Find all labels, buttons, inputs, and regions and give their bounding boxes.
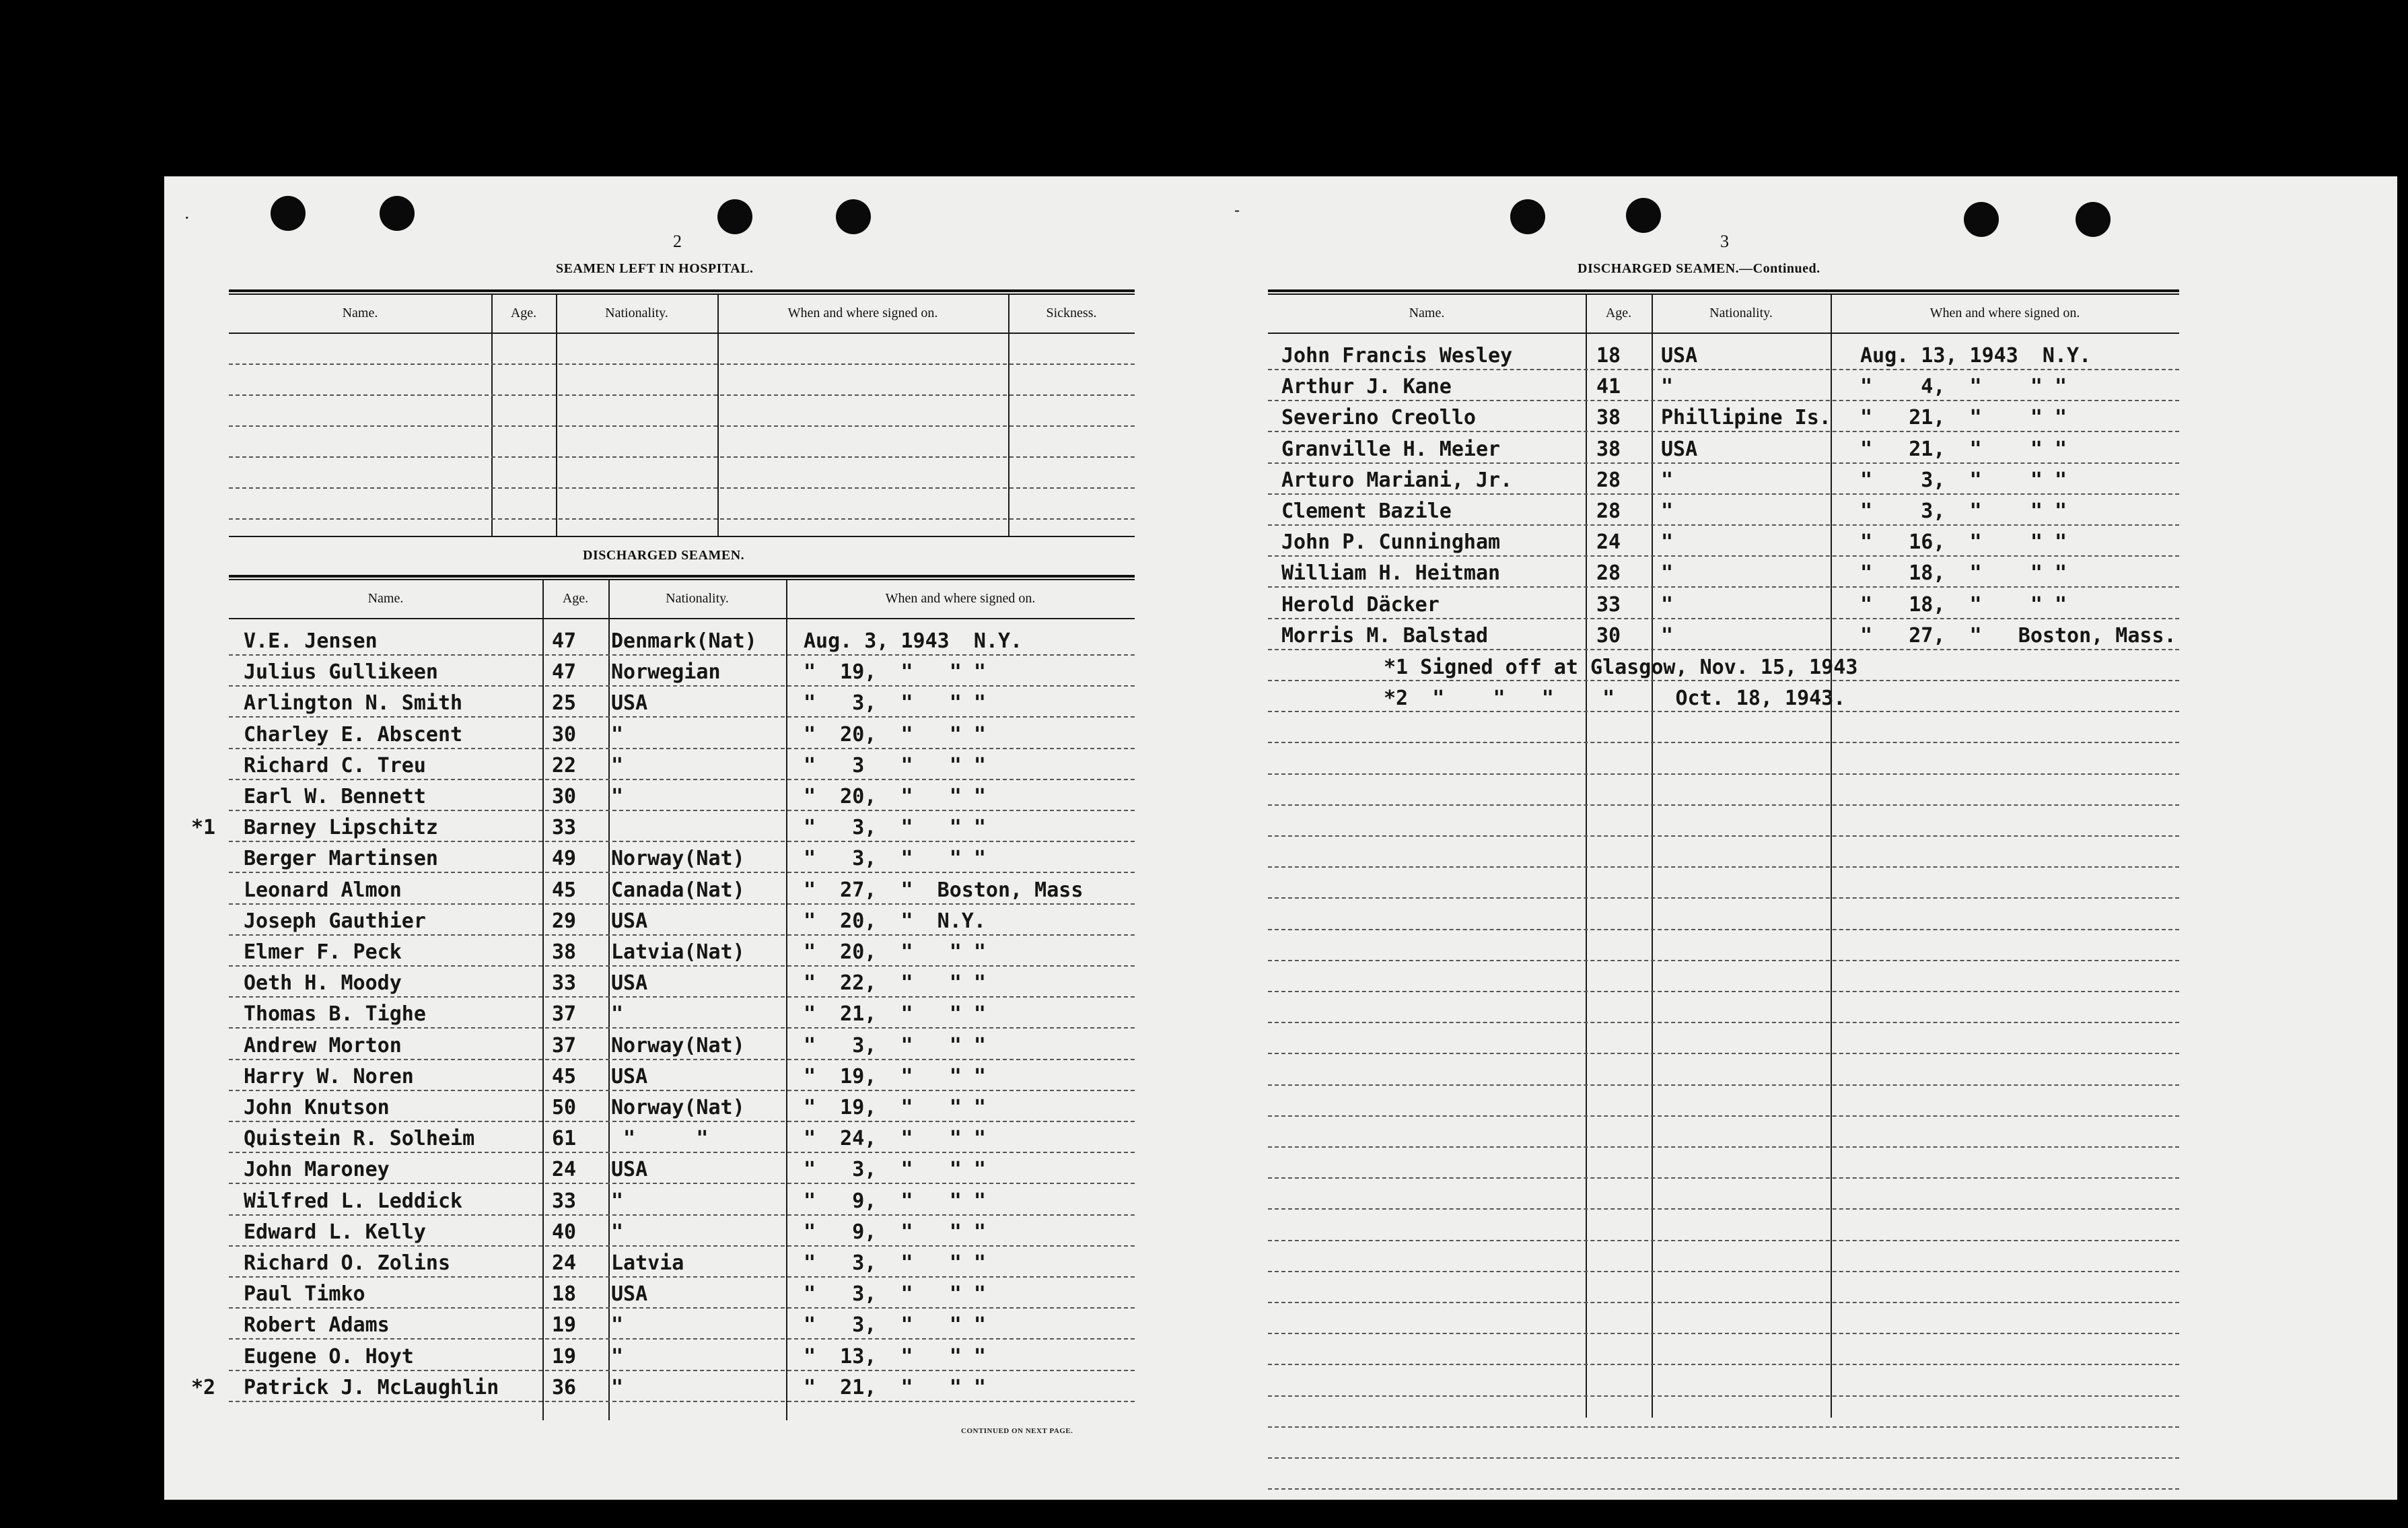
signed-on: " 19, " " ": [804, 1096, 986, 1119]
row-rule: [229, 965, 1135, 967]
signed-on: " 3 " " ": [804, 753, 986, 777]
row-rule: [1268, 680, 2179, 681]
column-header: Name.: [342, 306, 378, 320]
row-rule: [1268, 991, 2179, 992]
seaman-name: Leonard Almon: [244, 878, 402, 902]
seaman-name: Eugene O. Hoyt: [244, 1344, 414, 1368]
table-rule: [229, 289, 1135, 292]
row-rule: [1268, 1053, 2179, 1054]
seaman-age: 18: [1596, 344, 1621, 368]
row-rule: [1268, 1271, 2179, 1272]
seaman-nationality: USA: [611, 971, 648, 996]
seaman-age: 28: [1596, 468, 1621, 492]
row-rule: [1268, 1364, 2179, 1365]
signed-on: " 19, " " ": [804, 660, 986, 685]
row-rule: [1268, 773, 2179, 775]
column-header: Sickness.: [1046, 306, 1097, 320]
column-header: Name.: [367, 591, 404, 606]
seaman-name: Herold Däcker: [1281, 592, 1440, 617]
seaman-age: 30: [1596, 623, 1621, 648]
row-rule: [229, 685, 1135, 687]
signed-on: " 3, " " ": [804, 691, 986, 716]
seaman-age: 28: [1596, 561, 1621, 586]
punch-hole: [717, 199, 752, 234]
row-rule: [229, 1152, 1135, 1153]
row-rule: [229, 1307, 1135, 1309]
seaman-name: Severino Creollo: [1281, 406, 1476, 430]
discharged-continued-title: DISCHARGED SEAMEN.—Continued.: [1578, 261, 1820, 276]
seaman-name: Charley E. Abscent: [244, 722, 463, 746]
signed-on: " 22, " " ": [804, 971, 986, 996]
seaman-age: 24: [552, 1251, 577, 1275]
seaman-name: Clement Bazile: [1281, 499, 1452, 523]
row-rule: [1268, 524, 2179, 526]
seaman-nationality: ": [611, 722, 624, 746]
signed-on: " 20, " " ": [804, 785, 986, 808]
seaman-name: Patrick J. McLaughlin: [244, 1375, 499, 1399]
seaman-age: 24: [1596, 530, 1621, 555]
row-rule: [1268, 711, 2179, 712]
row-rule: [1268, 586, 2179, 588]
signed-on: " 3, " " ": [1860, 468, 2067, 492]
row-rule: [229, 425, 1135, 427]
signed-on: " 20, " " ": [804, 722, 986, 746]
row-rule: [1268, 804, 2179, 806]
seaman-name: Robert Adams: [244, 1313, 390, 1338]
seaman-name: Earl W. Bennett: [244, 785, 426, 808]
seaman-nationality: Denmark(Nat): [611, 629, 757, 653]
column-rule: [608, 579, 610, 1420]
punch-hole: [1626, 198, 1661, 233]
row-rule: [1268, 1426, 2179, 1428]
seaman-nationality: ": [1661, 499, 1674, 523]
column-header: Age.: [510, 306, 537, 320]
seaman-name: Berger Martinsen: [244, 847, 438, 871]
row-rule: [229, 654, 1135, 656]
seaman-nationality: Norway(Nat): [611, 1033, 745, 1057]
seaman-name: John Knutson: [244, 1096, 390, 1119]
seaman-nationality: ": [1661, 375, 1674, 399]
row-rule: [1268, 960, 2179, 961]
signed-on: " 20, " " ": [804, 940, 986, 964]
seaman-nationality: ": [611, 753, 624, 777]
column-rule: [491, 293, 493, 536]
row-rule: [229, 810, 1135, 811]
seaman-age: 33: [1596, 592, 1621, 617]
seaman-nationality: " ": [611, 1127, 709, 1151]
seaman-nationality: Phillipine Is.: [1661, 406, 1831, 430]
seaman-name: Granville H. Meier: [1281, 437, 1501, 461]
seaman-nationality: ": [611, 1375, 624, 1399]
signed-on: " 21, " " ": [1860, 437, 2067, 461]
row-rule: [229, 716, 1135, 718]
column-header: When and where signed on.: [885, 591, 1036, 606]
row-rule: [229, 1183, 1135, 1184]
row-rule: [1268, 400, 2179, 401]
seaman-name: Joseph Gauthier: [244, 909, 426, 933]
seaman-name: Elmer F. Peck: [244, 940, 402, 964]
signed-on: " 3, " " ": [804, 1033, 986, 1057]
row-rule: [1268, 1208, 2179, 1210]
seaman-age: 30: [552, 722, 577, 746]
signed-on: " 16, " " ": [1860, 530, 2067, 555]
row-rule: [229, 487, 1135, 489]
hospital-section-title: SEAMEN LEFT IN HOSPITAL.: [556, 261, 754, 276]
signed-on: " 3, " " ": [804, 847, 986, 871]
document-sheet: [164, 176, 2397, 1500]
seaman-nationality: USA: [611, 1158, 648, 1182]
table-rule: [229, 575, 1135, 578]
seaman-age: 40: [552, 1220, 577, 1244]
punch-hole: [1510, 199, 1545, 234]
column-rule: [542, 579, 544, 1420]
row-rule: [1268, 1022, 2179, 1023]
row-rule: [229, 1121, 1135, 1122]
column-header: Nationality.: [605, 306, 668, 320]
seaman-age: 47: [552, 660, 577, 685]
seaman-name: Barney Lipschitz: [244, 816, 438, 840]
seaman-age: 37: [552, 1033, 577, 1057]
seaman-age: 19: [552, 1344, 577, 1368]
seaman-age: 33: [552, 971, 577, 996]
row-rule: [1268, 1302, 2179, 1303]
row-rule: [1268, 1488, 2179, 1490]
row-rule: [229, 1276, 1135, 1278]
column-header: When and where signed on.: [1929, 306, 2080, 320]
table-rule: [1268, 293, 2179, 295]
signed-on: " 19, " " ": [804, 1064, 986, 1088]
column-header: Age.: [1605, 306, 1632, 320]
seaman-nationality: USA: [611, 1282, 648, 1307]
footnote-text: *2 " " " " Oct. 18, 1943.: [1384, 687, 1846, 711]
seaman-nationality: USA: [1661, 437, 1698, 461]
seaman-age: 30: [552, 785, 577, 808]
signed-on: " 3, " " ": [804, 816, 986, 840]
row-rule: [229, 996, 1135, 998]
seaman-age: 25: [552, 691, 577, 716]
column-rule: [717, 293, 719, 536]
signed-on: " 21, " " ": [804, 1002, 986, 1027]
row-rule: [229, 518, 1135, 520]
row-rule: [229, 1059, 1135, 1060]
seaman-age: 36: [552, 1375, 577, 1399]
seaman-name: Morris M. Balstad: [1281, 623, 1489, 648]
punch-hole: [1964, 202, 1999, 237]
seaman-age: 61: [552, 1127, 577, 1151]
seaman-name: Oeth H. Moody: [244, 971, 402, 996]
table-rule: [229, 618, 1135, 619]
seaman-age: 29: [552, 909, 577, 933]
table-rule: [229, 293, 1135, 295]
page-number-right: 3: [1720, 232, 1729, 251]
footnote-marker: *1: [191, 816, 216, 840]
punch-hole: [836, 199, 871, 234]
seaman-age: 22: [552, 753, 577, 777]
column-rule: [1008, 293, 1010, 536]
column-header: Name.: [1409, 306, 1445, 320]
signed-on: Aug. 3, 1943 N.Y.: [804, 629, 1023, 653]
seaman-name: John Maroney: [244, 1158, 390, 1182]
column-header: Age.: [562, 591, 589, 606]
row-rule: [1268, 431, 2179, 432]
row-rule: [229, 779, 1135, 780]
row-rule: [229, 456, 1135, 458]
stray-mark: -: [1234, 201, 1240, 219]
footnote-text: *1 Signed off at Glasgow, Nov. 15, 1943: [1384, 656, 1858, 679]
footnote-marker: *2: [191, 1375, 216, 1399]
seaman-nationality: ": [1661, 530, 1674, 555]
seaman-age: 38: [552, 940, 577, 964]
seaman-age: 50: [552, 1096, 577, 1119]
stray-mark: ·: [184, 209, 190, 228]
column-header: Nationality.: [1709, 306, 1773, 320]
table-rule: [229, 536, 1135, 537]
row-rule: [1268, 1395, 2179, 1397]
signed-on: " 21, " " ": [1860, 406, 2067, 430]
seaman-name: Julius Gullikeen: [244, 660, 438, 685]
seaman-nationality: ": [1661, 468, 1674, 492]
row-rule: [1268, 618, 2179, 619]
signed-on: Aug. 13, 1943 N.Y.: [1860, 344, 2092, 368]
seaman-name: Wilfred L. Leddick: [244, 1189, 463, 1213]
continued-footer: CONTINUED ON NEXT PAGE.: [961, 1427, 1073, 1435]
row-rule: [1268, 1115, 2179, 1117]
seaman-nationality: USA: [611, 691, 648, 716]
seaman-name: Harry W. Noren: [244, 1064, 414, 1088]
signed-on: " 3, " " ": [804, 1158, 986, 1182]
row-rule: [1268, 462, 2179, 464]
seaman-age: 18: [552, 1282, 577, 1307]
signed-on: " 4, " " ": [1860, 375, 2067, 399]
seaman-nationality: ": [611, 1313, 624, 1338]
discharged-section-title: DISCHARGED SEAMEN.: [583, 548, 745, 563]
seaman-nationality: ": [611, 1002, 624, 1027]
seaman-nationality: USA: [1661, 344, 1698, 368]
row-rule: [229, 394, 1135, 396]
seaman-nationality: ": [611, 1344, 624, 1368]
seaman-age: 38: [1596, 406, 1621, 430]
table-rule: [1268, 333, 2179, 334]
row-rule: [1268, 493, 2179, 495]
seaman-name: Arturo Mariani, Jr.: [1281, 468, 1513, 492]
seaman-name: Thomas B. Tighe: [244, 1002, 426, 1027]
row-rule: [1268, 1084, 2179, 1086]
table-rule: [229, 579, 1135, 580]
row-rule: [229, 841, 1135, 842]
row-rule: [229, 934, 1135, 936]
row-rule: [1268, 369, 2179, 370]
seaman-name: John P. Cunningham: [1281, 530, 1501, 555]
row-rule: [1268, 866, 2179, 868]
seaman-age: 33: [552, 816, 577, 840]
signed-on: " 18, " " ": [1860, 592, 2067, 617]
seaman-nationality: Norway(Nat): [611, 847, 745, 871]
row-rule: [229, 1027, 1135, 1029]
row-rule: [1268, 742, 2179, 743]
seaman-nationality: ": [1661, 561, 1674, 586]
seaman-age: 45: [552, 878, 577, 902]
row-rule: [229, 363, 1135, 365]
row-rule: [1268, 835, 2179, 837]
row-rule: [1268, 1177, 2179, 1179]
row-rule: [229, 903, 1135, 905]
punch-hole: [380, 196, 415, 231]
column-header: When and where signed on.: [787, 306, 938, 320]
seaman-nationality: Canada(Nat): [611, 878, 745, 902]
seaman-name: Arthur J. Kane: [1281, 375, 1452, 399]
row-rule: [1268, 897, 2179, 899]
signed-on: " 27, " Boston, Mass: [804, 878, 1084, 902]
seaman-age: 37: [552, 1002, 577, 1027]
seaman-name: Arlington N. Smith: [244, 691, 463, 716]
seaman-age: 47: [552, 629, 577, 653]
row-rule: [229, 1090, 1135, 1091]
row-rule: [1268, 555, 2179, 557]
seaman-age: 24: [552, 1158, 577, 1182]
seaman-age: 28: [1596, 499, 1621, 523]
signed-on: " 9, " " ": [804, 1189, 986, 1213]
seaman-nationality: Latvia: [611, 1251, 684, 1275]
row-rule: [1268, 929, 2179, 930]
row-rule: [229, 1370, 1135, 1371]
seaman-name: Andrew Morton: [244, 1033, 402, 1057]
seaman-name: Paul Timko: [244, 1282, 365, 1307]
signed-on: " 9, " " ": [804, 1220, 986, 1244]
signed-on: " 3, " " ": [804, 1282, 986, 1307]
seaman-age: 38: [1596, 437, 1621, 461]
row-rule: [229, 1245, 1135, 1247]
seaman-name: Richard C. Treu: [244, 753, 426, 777]
column-rule: [556, 293, 557, 536]
signed-on: " 13, " " ": [804, 1344, 986, 1368]
signed-on: " 20, " N.Y.: [804, 909, 986, 933]
seaman-nationality: USA: [611, 909, 648, 933]
punch-hole: [271, 196, 306, 231]
row-rule: [1268, 1457, 2179, 1459]
seaman-nationality: ": [1661, 623, 1674, 648]
column-header: Nationality.: [666, 591, 729, 606]
seaman-nationality: ": [611, 1220, 624, 1244]
seaman-nationality: ": [611, 1189, 624, 1213]
seaman-name: V.E. Jensen: [244, 629, 378, 653]
seaman-nationality: ": [611, 785, 624, 808]
signed-on: " 24, " " ": [804, 1127, 986, 1151]
seaman-name: John Francis Wesley: [1281, 344, 1513, 368]
signed-on: " 27, " Boston, Mass.: [1860, 623, 2176, 648]
seaman-age: 19: [552, 1313, 577, 1338]
table-rule: [229, 333, 1135, 334]
seaman-name: Edward L. Kelly: [244, 1220, 426, 1244]
signed-on: " 18, " " ": [1860, 561, 2067, 586]
seaman-age: 33: [552, 1189, 577, 1213]
seaman-nationality: Latvia(Nat): [611, 940, 745, 964]
punch-hole: [2076, 202, 2111, 237]
seaman-name: William H. Heitman: [1281, 561, 1501, 586]
signed-on: " 3, " " ": [804, 1251, 986, 1275]
seaman-nationality: USA: [611, 1064, 648, 1088]
row-rule: [1268, 649, 2179, 650]
seaman-age: 49: [552, 847, 577, 871]
row-rule: [229, 1338, 1135, 1340]
signed-on: " 3, " " ": [1860, 499, 2067, 523]
seaman-age: 41: [1596, 375, 1621, 399]
seaman-name: Quistein R. Solheim: [244, 1127, 475, 1151]
row-rule: [1268, 1240, 2179, 1241]
row-rule: [229, 1401, 1135, 1402]
row-rule: [229, 1214, 1135, 1216]
column-rule: [786, 579, 787, 1420]
row-rule: [229, 748, 1135, 749]
signed-on: " 3, " " ": [804, 1313, 986, 1338]
seaman-nationality: ": [1661, 592, 1674, 617]
seaman-nationality: Norway(Nat): [611, 1096, 745, 1119]
page-number-left: 2: [673, 232, 682, 251]
seaman-age: 45: [552, 1064, 577, 1088]
row-rule: [1268, 1146, 2179, 1148]
signed-on: " 21, " " ": [804, 1375, 986, 1399]
row-rule: [1268, 1333, 2179, 1334]
seaman-nationality: Norwegian: [611, 660, 721, 685]
row-rule: [229, 872, 1135, 873]
seaman-name: Richard O. Zolins: [244, 1251, 451, 1275]
table-rule: [1268, 289, 2179, 292]
